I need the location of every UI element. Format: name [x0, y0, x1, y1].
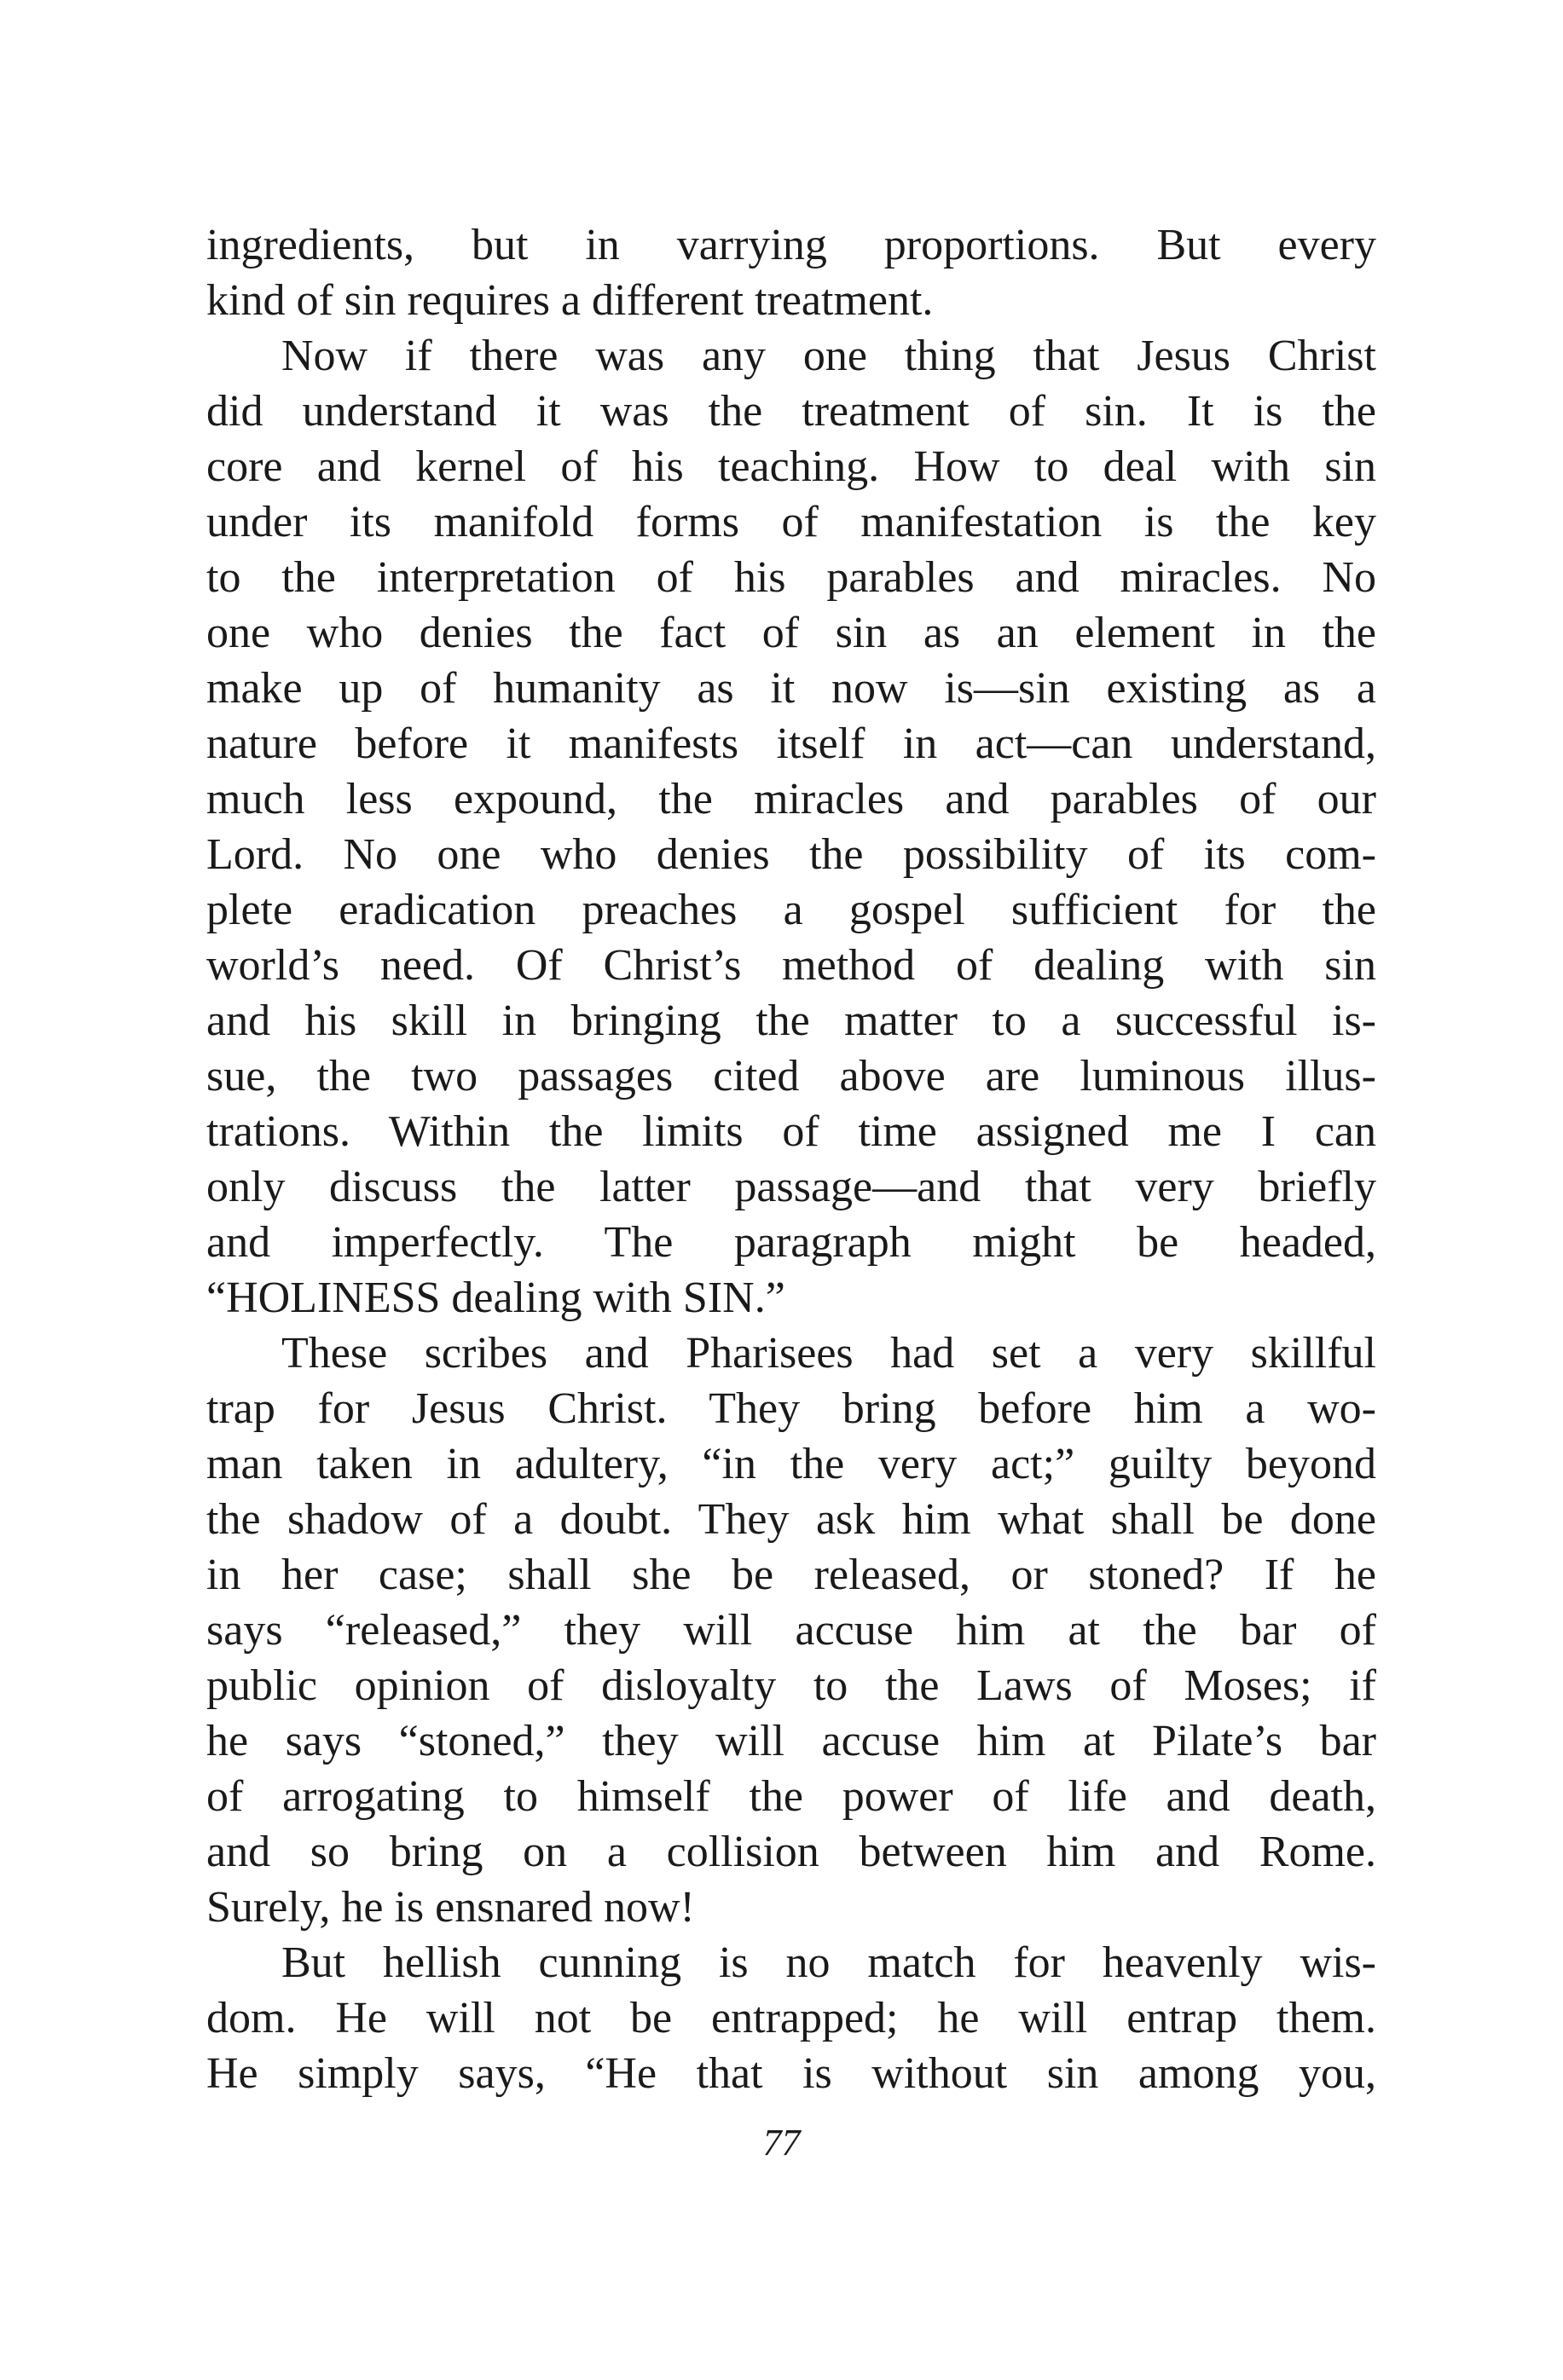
text-line: But hellish cunning is no match for heavenly wis-: [281, 1938, 1376, 1987]
text-line: public opinion of disloyalty to the Laws of Moses; if: [206, 1661, 1376, 1710]
text-line: dom. He will not be entrapped; he will entrap them.: [206, 1994, 1376, 2042]
text-line: in her case; shall she be released, or stoned? If he: [206, 1551, 1376, 1599]
text-line: one who denies the fact of sin as an element in the: [206, 609, 1376, 657]
text-line: of arrogating to himself the power of life and death,: [206, 1772, 1376, 1821]
text-line: he says “stoned,” they will accuse him at Pilate’s bar: [206, 1717, 1376, 1765]
text-line: core and kernel of his teaching. How to deal with sin: [206, 442, 1376, 491]
text-line: only discuss the latter passage—and that very briefly: [206, 1163, 1376, 1211]
text-line: trations. Within the limits of time assigned me I can: [206, 1107, 1376, 1156]
text-line: Now if there was any one thing that Jesus Christ: [281, 332, 1376, 380]
text-line: Lord. No one who denies the possibility of its com-: [206, 830, 1376, 879]
text-line: did understand it was the treatment of sin. It is the: [206, 387, 1376, 436]
text-line: and his skill in bringing the matter to a successful is-: [206, 996, 1376, 1045]
text-line: much less expound, the miracles and parables of our: [206, 775, 1376, 823]
text-line: under its manifold forms of manifestation is the key: [206, 498, 1376, 546]
text-line: says “released,” they will accuse him at the bar of: [206, 1606, 1376, 1655]
text-line: These scribes and Pharisees had set a very skillful: [281, 1329, 1376, 1378]
text-line: and so bring on a collision between him and Rome.: [206, 1828, 1376, 1876]
text-line: plete eradication preaches a gospel sufficient for the: [206, 886, 1376, 934]
text-line: and imperfectly. The paragraph might be headed,: [206, 1218, 1376, 1267]
text-line: make up of humanity as it now is—sin existing as a: [206, 664, 1376, 713]
text-line: trap for Jesus Christ. They bring before him a wo-: [206, 1384, 1376, 1433]
text-line: man taken in adultery, “in the very act;” guilty beyond: [206, 1440, 1376, 1488]
text-line: world’s need. Of Christ’s method of dealing with sin: [206, 941, 1376, 990]
text-line: to the interpretation of his parables and miracles. No: [206, 553, 1376, 602]
text-line: He simply says, “He that is without sin among you,: [206, 2049, 1376, 2098]
text-line: nature before it manifests itself in act—can understand,: [206, 719, 1376, 768]
page-number: 77: [762, 2122, 801, 2163]
text-line: sue, the two passages cited above are luminous illus-: [206, 1052, 1376, 1100]
text-line: ingredients, but in varrying proportions. But every: [206, 221, 1376, 269]
text-line: the shadow of a doubt. They ask him what shall be done: [206, 1495, 1376, 1544]
text-line: kind of sin requires a different treatment.: [206, 276, 934, 325]
text-line: “HOLINESS dealing with SIN.”: [206, 1274, 785, 1322]
text-line: Surely, he is ensnared now!: [206, 1883, 695, 1932]
